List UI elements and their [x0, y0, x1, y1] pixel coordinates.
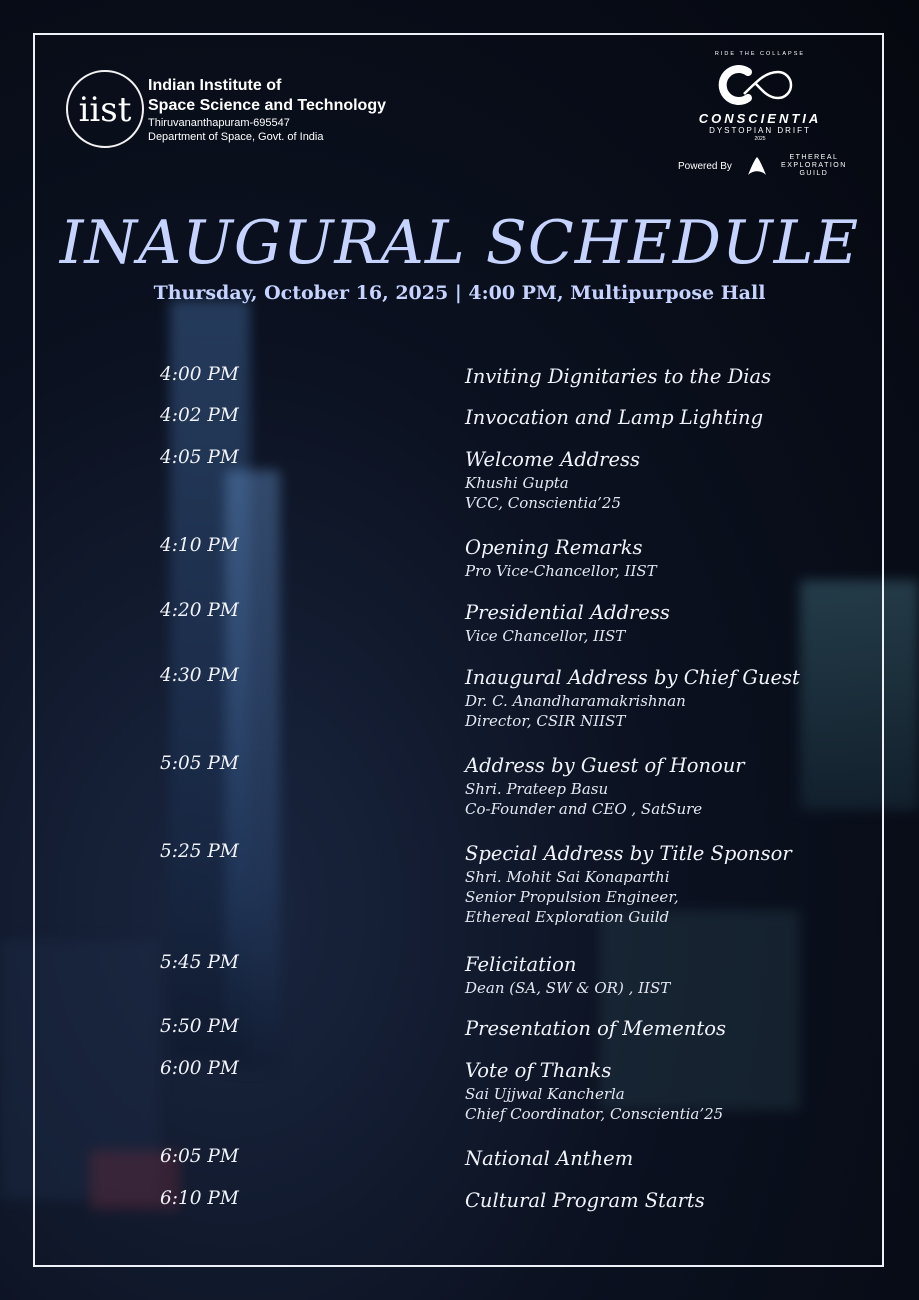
schedule-event [465, 600, 845, 646]
schedule-event-detail: Dean (SA, SW & OR) , IIST [465, 979, 671, 997]
schedule-event-detail: Senior Propulsion Engineer, [465, 888, 679, 906]
iist-address: Thiruvananthapuram-695547 [148, 117, 290, 129]
schedule-time: 5:25 PM [160, 841, 239, 862]
schedule-time: 4:02 PM [160, 405, 239, 426]
schedule-time: 5:50 PM [160, 1016, 239, 1037]
schedule-time: 6:05 PM [160, 1146, 239, 1167]
schedule-time: 4:05 PM [160, 447, 239, 468]
sponsor-name-line1: ETHEREAL [789, 154, 839, 161]
powered-by-label: Powered By [678, 160, 732, 172]
schedule-event [465, 1146, 845, 1172]
schedule-event-detail: Sai Ujjwal Kancherla [465, 1085, 625, 1103]
svg-text:iist: iist [78, 90, 132, 130]
conscientia-year: 2025 [754, 136, 766, 142]
schedule-event-detail: Pro Vice-Chancellor, IIST [465, 562, 657, 580]
schedule-time: 4:00 PM [160, 364, 239, 385]
schedule-event [465, 535, 845, 581]
schedule-event-title: Felicitation [465, 953, 577, 976]
conscientia-logo [660, 50, 860, 142]
schedule-event-detail: Shri. Mohit Sai Konaparthi [465, 868, 670, 886]
schedule-time: 4:20 PM [160, 600, 239, 621]
schedule-event-title: Special Address by Title Sponsor [465, 842, 792, 865]
sponsor-name-line3: GUILD [799, 170, 829, 177]
schedule-event-title: Presidential Address [465, 601, 670, 624]
sponsor-name-line2: EXPLORATION [781, 162, 847, 169]
schedule-time: 4:10 PM [160, 535, 239, 556]
schedule-event [465, 665, 845, 731]
schedule-event [465, 841, 845, 927]
schedule-event-detail: Dr. C. Anandharamakrishnan [465, 692, 686, 710]
schedule-event-title: Address by Guest of Honour [465, 754, 745, 777]
schedule-event [465, 405, 845, 431]
event-datetime-venue: Thursday, October 16, 2025 | 4:00 PM, Multipurpose Hall [153, 282, 766, 304]
schedule-event-detail: Ethereal Exploration Guild [465, 908, 670, 926]
powered-by [678, 154, 850, 178]
schedule-event [465, 952, 845, 998]
schedule-event-title: Opening Remarks [465, 536, 643, 559]
schedule-event-title: Inaugural Address by Chief Guest [465, 666, 800, 689]
iist-logo [66, 70, 144, 148]
conscientia-theme: DYSTOPIAN DRIFT [709, 126, 811, 135]
schedule-event [465, 364, 845, 390]
sponsor-name [778, 154, 850, 178]
schedule-event-title: Presentation of Mementos [465, 1017, 726, 1040]
schedule-event-title: Invocation and Lamp Lighting [465, 406, 764, 429]
schedule-time: 5:05 PM [160, 753, 239, 774]
schedule-time: 6:10 PM [160, 1188, 239, 1209]
conscientia-tagline: RIDE THE COLLAPSE [714, 51, 806, 57]
iist-department: Department of Space, Govt. of India [148, 131, 324, 143]
schedule-event-title: National Anthem [465, 1147, 634, 1170]
schedule-event-detail: Chief Coordinator, Conscientia’25 [465, 1105, 724, 1123]
ethereal-guild-icon [746, 155, 768, 177]
schedule-event-detail: VCC, Conscientia’25 [465, 494, 622, 512]
iist-name-block [148, 76, 386, 144]
schedule-time: 6:00 PM [160, 1058, 239, 1079]
schedule-event-title: Vote of Thanks [465, 1059, 612, 1082]
page-title: INAUGURAL SCHEDULE [59, 208, 860, 278]
schedule-event [465, 1188, 845, 1214]
conscientia-name: CONSCIENTIA [698, 111, 822, 126]
infinity-icon [710, 60, 810, 110]
schedule-event-title: Cultural Program Starts [465, 1189, 705, 1212]
iist-name-line2: Space Science and Technology [148, 97, 386, 114]
schedule-event [465, 753, 845, 819]
iist-logo-mark [75, 87, 135, 131]
schedule-event [465, 1058, 845, 1124]
schedule-event-detail: Director, CSIR NIIST [465, 712, 626, 730]
schedule-event-detail: Shri. Prateep Basu [465, 780, 609, 798]
schedule-time: 5:45 PM [160, 952, 239, 973]
schedule-event-title: Welcome Address [465, 448, 641, 471]
schedule-time: 4:30 PM [160, 665, 239, 686]
schedule-event-title: Inviting Dignitaries to the Dias [465, 365, 772, 388]
schedule-event-detail: Khushi Gupta [465, 474, 569, 492]
schedule-event-detail: Vice Chancellor, IIST [465, 627, 626, 645]
iist-name-line1: Indian Institute of [148, 77, 282, 94]
schedule-event [465, 447, 845, 513]
schedule-event [465, 1016, 845, 1042]
schedule-event-detail: Co-Founder and CEO , SatSure [465, 800, 703, 818]
